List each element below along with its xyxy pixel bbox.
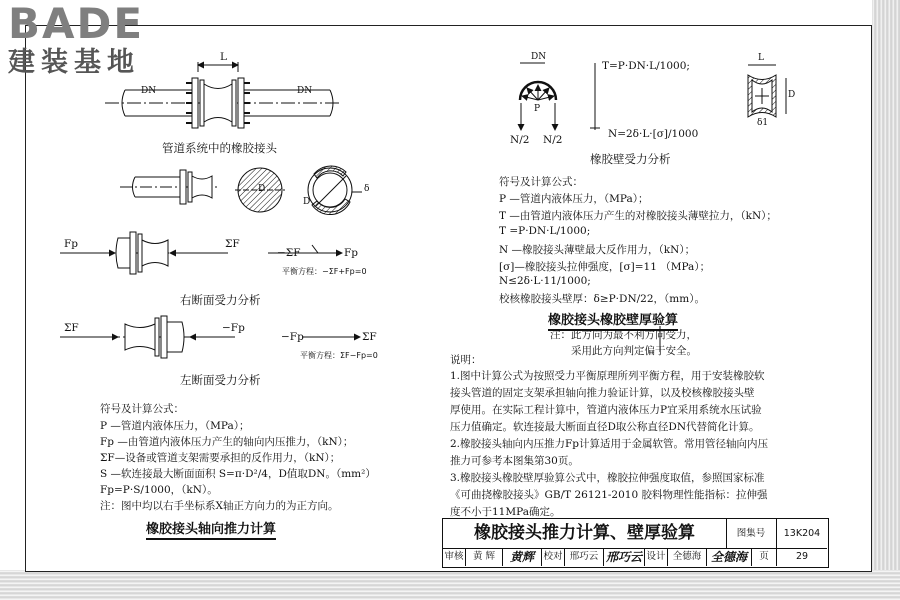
left-symbol-line: S —软连接最大断面面积 S=π·D²/4，D值取DN。（mm²）	[100, 468, 376, 480]
page-label: 页	[752, 548, 777, 566]
logo-brand-cn: 建装基地	[8, 47, 140, 78]
design-label: 设计	[645, 548, 668, 566]
title-block-main-title: 橡胶接头推力计算、壁厚验算	[443, 519, 727, 549]
label-sigmaF-right-section: ΣF	[225, 238, 240, 250]
label-L-wall: L	[758, 53, 764, 63]
note-line: 推力可参考本图集第30页。	[450, 455, 579, 467]
left-symbols-heading: 符号及计算公式：	[100, 403, 184, 415]
label-DN-left: DN	[141, 86, 157, 96]
right-symbol-line: T =P·DN·L/1000;	[499, 225, 591, 237]
notes-body	[450, 368, 768, 521]
note-line: 2.橡胶接头轴向内压推力Fp计算适用于金属软管。常用管径轴向内压	[450, 438, 769, 450]
right-symbol-line: N —橡胶接头薄壁最大反作用力，（kN）；	[499, 244, 696, 256]
label-Fp-right-section: Fp	[64, 238, 79, 250]
label-L: L	[220, 51, 227, 63]
note-line: 《可曲挠橡胶接头》GB/T 26121-2010 胶料物理性能指标：拉伸强	[450, 489, 768, 501]
balance-equation-left: 平衡方程：ΣF−Fp=0	[300, 351, 378, 360]
label-D-ring: D	[303, 197, 311, 207]
label-N-half-left: N/2	[510, 134, 530, 146]
design-name: 全德海	[668, 548, 707, 566]
atlas-label: 图集号	[726, 519, 777, 549]
notes-heading: 说明：	[450, 354, 482, 366]
note-line: 1.图中计算公式为按照受力平衡原理所列平衡方程，用于安装橡胶软	[450, 370, 765, 382]
label-Fp-balance: Fp	[344, 247, 359, 259]
left-symbol-line: Fp —由管道内液体压力产生的轴向内压推力，（kN）；	[100, 436, 354, 448]
wall-force-diagram	[520, 63, 786, 130]
review-label: 审核	[443, 548, 466, 566]
label-delta1-wall: δ1	[757, 118, 769, 128]
label-sigmaF-left-section: ΣF	[64, 322, 79, 334]
note-line: 3.橡胶接头橡胶壁厚验算公式中，橡胶拉伸强度取值，参照国家标准	[450, 472, 765, 484]
right-symbol-line: [σ]—橡胶接头拉伸强度，[σ]=11 （MPa）；	[499, 261, 711, 273]
right-symbol-line: N≤2δ·L·11/1000;	[499, 275, 591, 287]
remark-line-2: 采用此方向判定偏于安全。	[571, 345, 697, 357]
label-DN-wall: DN	[531, 52, 547, 62]
review-signature: 黄辉	[503, 548, 542, 566]
remark-line-1: 注：此方向为最不利方向受力，	[550, 329, 697, 341]
label-N-half-right: N/2	[543, 134, 563, 146]
section-title-axial-thrust: 橡胶接头轴向推力计算	[146, 518, 276, 540]
left-symbol-line: P —管道内液体压力，（MPa）；	[100, 420, 250, 432]
label-delta-ring: δ	[364, 184, 370, 194]
label-minus-sigmaF: −ΣF	[277, 247, 301, 259]
label-D-solid: D	[258, 184, 266, 194]
label-minus-Fp-left-section: −Fp	[222, 322, 245, 334]
check-name: 邢巧云	[565, 548, 604, 566]
formula-normal: N=2δ·L·[σ]/1000	[608, 128, 699, 140]
note-line: 厚使用。在实际工程计算中，管道内液体压力P宜采用系统水压试验	[450, 404, 762, 416]
right-symbols-heading: 符号及计算公式：	[499, 176, 583, 188]
note-line: 接头管道的固定支架承担轴向推力验证计算，以及校核橡胶接头壁	[450, 387, 755, 399]
formula-tension: T=P·DN·L/1000;	[602, 60, 690, 72]
caption-right-section: 右断面受力分析	[180, 293, 261, 307]
review-name: 黄 辉	[466, 548, 503, 566]
caption-pipe-system: 管道系统中的橡胶接头	[162, 141, 277, 155]
label-DN-right: DN	[297, 86, 313, 96]
label-sigmaF-balance: ΣF	[362, 331, 377, 343]
logo-brand-en: BADE	[8, 0, 145, 48]
left-symbol-line: ΣF—设备或管道支架需要承担的反作用力，（kN）；	[100, 452, 341, 464]
right-symbol-check: 校核橡胶接头壁厚：δ≥P·DN/22，（mm）。	[499, 293, 705, 305]
section-diagram	[120, 166, 362, 215]
check-label: 校对	[542, 548, 565, 566]
label-D-wall: D	[788, 90, 796, 100]
label-P-wall: P	[534, 104, 541, 114]
design-signature: 全德海	[707, 548, 752, 566]
right-symbol-line: P —管道内液体压力，（MPa）；	[499, 193, 649, 205]
label-minus-Fp: −Fp	[281, 331, 304, 343]
caption-wall-force: 橡胶壁受力分析	[590, 152, 671, 166]
right-symbol-line: T —由管道内液体压力产生的对橡胶接头薄壁拉力，（kN）；	[499, 210, 777, 222]
left-symbol-note: 注：图中均以右手坐标系X轴正方向力的为正方向。	[100, 500, 339, 512]
page-value: 29	[795, 551, 809, 562]
caption-left-section: 左断面受力分析	[180, 373, 261, 387]
balance-equation-right: 平衡方程：−ΣF+Fp=0	[282, 267, 367, 276]
check-signature: 邢巧云	[604, 548, 645, 566]
title-block	[442, 518, 829, 568]
section-title-wall-thickness: 橡胶接头橡胶壁厚验算	[548, 309, 678, 331]
note-line: 压力值确定。软连接最大断面直径D取公称直径DN代替简化计算。	[450, 421, 760, 433]
left-symbol-line: Fp=P·S/1000，（kN）。	[100, 484, 218, 496]
note-line: 度不小于11MPa确定。	[450, 506, 561, 518]
atlas-value: 13K204	[777, 519, 827, 549]
